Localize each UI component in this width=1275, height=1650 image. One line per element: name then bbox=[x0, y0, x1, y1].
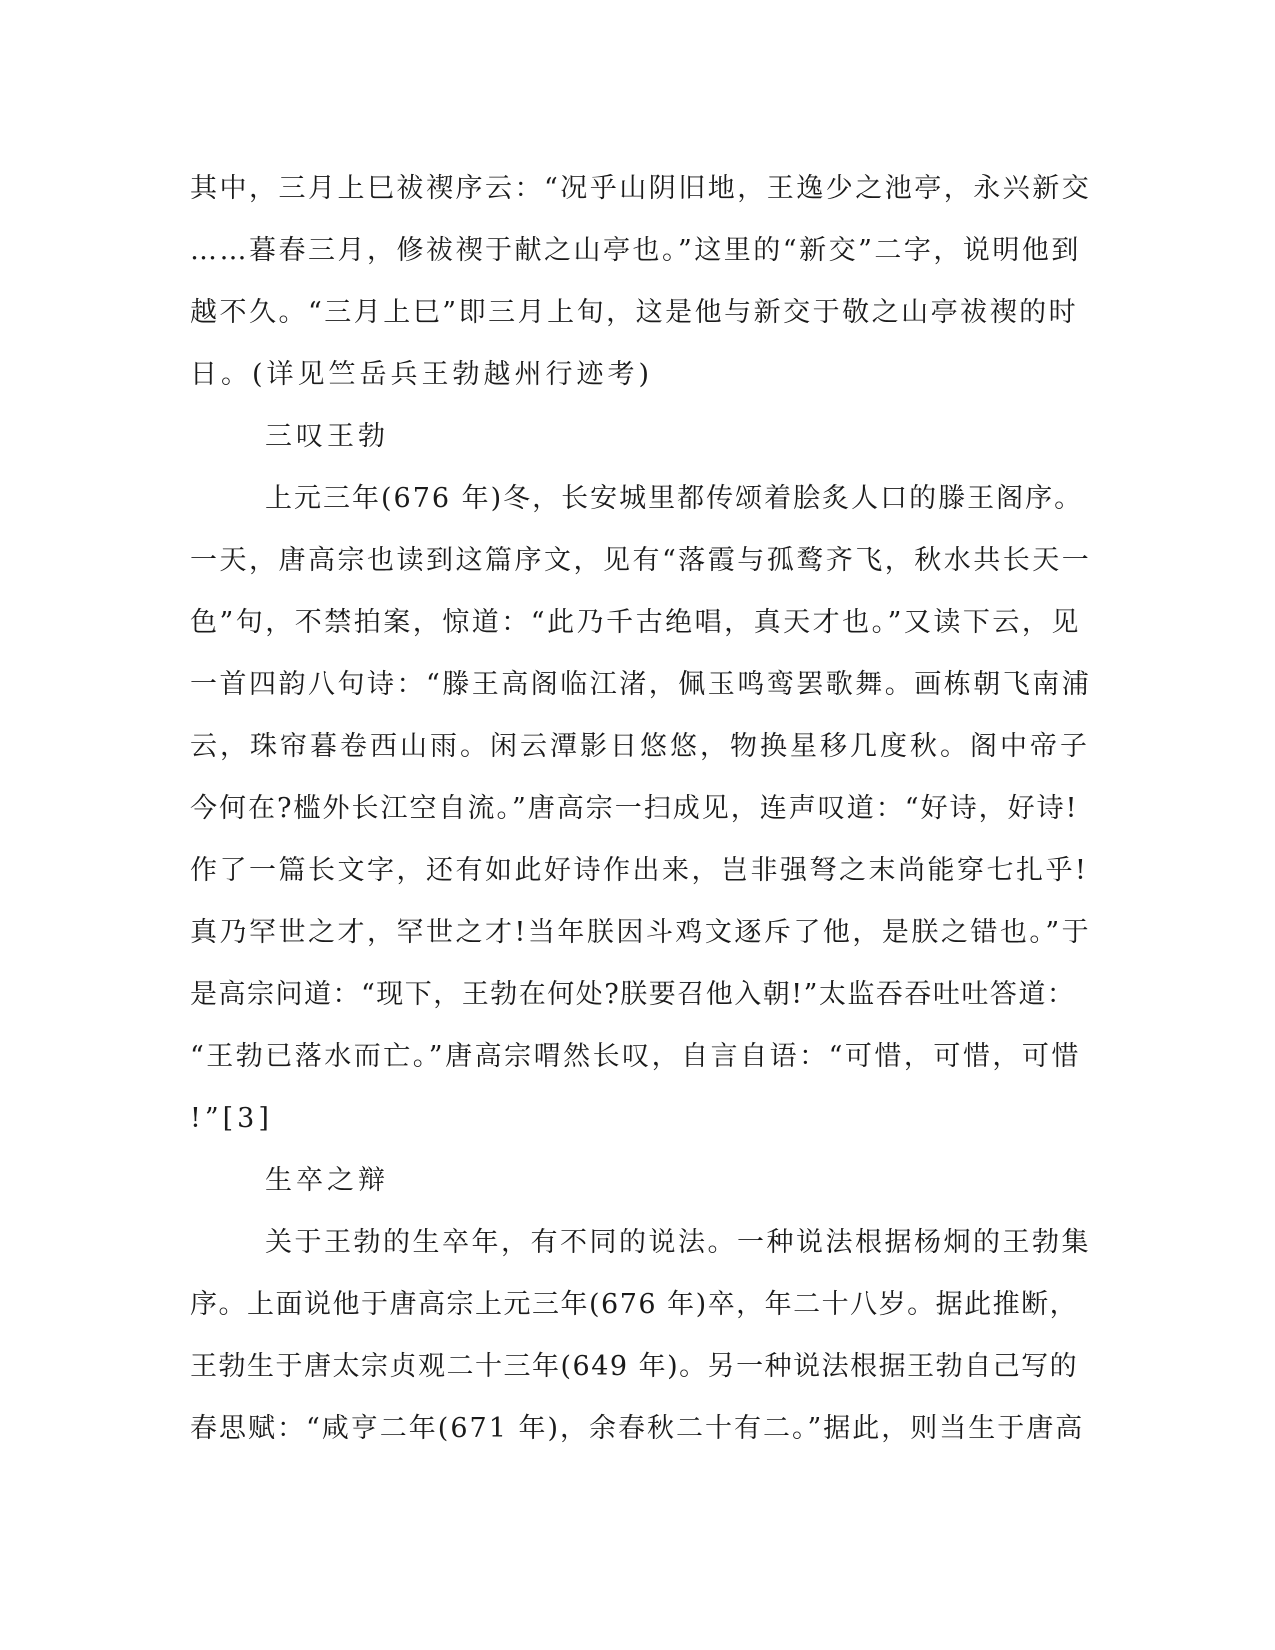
text-line: 王勃生于唐太宗贞观二十三年(649 年)。另一种说法根据王勃自己写的 bbox=[190, 1351, 1079, 1382]
text-line: 作了一篇长文字，还有如此好诗作出来，岂非强弩之末尚能穿七扎乎! bbox=[190, 855, 1089, 886]
text-line: 一首四韵八句诗：“滕王高阁临江渚，佩玉鸣鸾罢歌舞。画栋朝飞南浦 bbox=[190, 669, 1092, 700]
body-text bbox=[190, 158, 1090, 1460]
text-line: ……暮春三月，修祓禊于献之山亭也。”这里的“新交”二字，说明他到 bbox=[190, 235, 1081, 266]
text-line: 序。上面说他于唐高宗上元三年(676 年)卒，年二十八岁。据此推断， bbox=[190, 1289, 1079, 1320]
text-line: 春思赋：“咸亨二年(671 年)，余春秋二十有二。”据此，则当生于唐高 bbox=[190, 1413, 1085, 1444]
paragraph-start: 关于王勃的生卒年，有不同的说法。一种说法根据杨炯的王勃集 bbox=[265, 1227, 1091, 1258]
section-heading-sheng-zu-zhi-bian: 生卒之辩 bbox=[265, 1165, 389, 1196]
section-heading-san-tan-wang-bo: 三叹王勃 bbox=[265, 421, 389, 452]
text-line: 真乃罕世之才，罕世之才!当年朕因斗鸡文逐斥了他，是朕之错也。”于 bbox=[190, 917, 1092, 948]
text-line: !”[3] bbox=[190, 1103, 273, 1134]
text-line: 今何在?槛外长江空自流。”唐高宗一扫成见，连声叹道：“好诗，好诗! bbox=[190, 793, 1079, 824]
text-line: “王勃已落水而亡。”唐高宗喟然长叹，自言自语：“可惜，可惜，可惜 bbox=[190, 1041, 1081, 1072]
paragraph-start: 上元三年(676 年)冬，长安城里都传颂着脍炙人口的滕王阁序。 bbox=[265, 483, 1084, 514]
text-line: 是高宗问道：“现下，王勃在何处?朕要召他入朝!”太监吞吞吐吐答道： bbox=[190, 979, 1076, 1010]
text-line: 日。(详见竺岳兵王勃越州行迹考) bbox=[190, 359, 654, 390]
text-line: 越不久。“三月上巳”即三月上旬，这是他与新交于敬之山亭祓禊的时 bbox=[190, 297, 1079, 328]
text-line: 其中，三月上巳祓禊序云：“况乎山阴旧地，王逸少之池亭，永兴新交 bbox=[190, 173, 1092, 204]
text-line: 一天，唐高宗也读到这篇序文，见有“落霞与孤鹜齐飞，秋水共长天一 bbox=[190, 545, 1092, 576]
text-line: 色”句，不禁拍案，惊道：“此乃千古绝唱，真天才也。”又读下云，见 bbox=[190, 607, 1081, 638]
text-line: 云，珠帘暮卷西山雨。闲云潭影日悠悠，物换星移几度秋。阁中帝子 bbox=[190, 731, 1090, 762]
